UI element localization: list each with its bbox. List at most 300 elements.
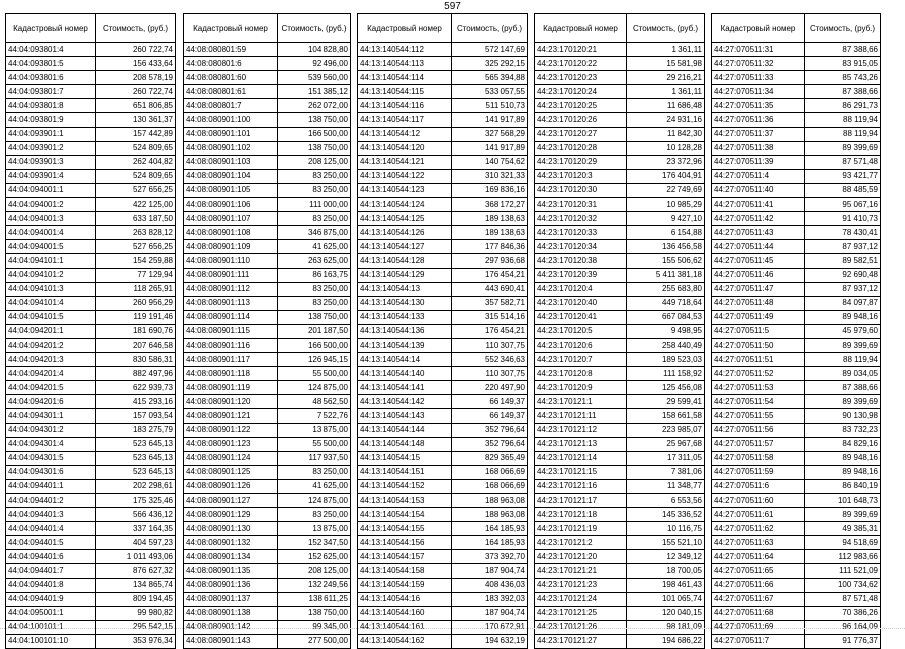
cadastral-number-cell: 44:04:093801:9 — [6, 113, 96, 127]
cost-cell: 415 293,16 — [96, 395, 176, 409]
page-number: 597 — [444, 1, 461, 12]
cadastral-number-cell: 44:08:080901:110 — [184, 254, 278, 268]
cadastral-number-cell: 44:23:170120:33 — [535, 226, 627, 240]
cadastral-number-cell: 44:23:170121:19 — [535, 522, 627, 536]
cadastral-number-cell: 44:13:140544:155 — [358, 522, 452, 536]
cadastral-number-cell: 44:27:070511:64 — [712, 550, 805, 564]
cadastral-number-cell: 44:04:094101:3 — [6, 282, 96, 296]
table-row — [184, 85, 351, 99]
table-row — [358, 254, 528, 268]
cost-cell: 87 571,48 — [805, 592, 881, 606]
cost-cell: 25 967,68 — [627, 437, 705, 451]
cost-cell: 164 185,93 — [452, 536, 528, 550]
cadastral-number-cell: 44:13:140544:126 — [358, 226, 452, 240]
table-row — [184, 564, 351, 578]
table-row — [712, 423, 881, 437]
cadastral-number-cell: 44:27:070511:56 — [712, 423, 805, 437]
cadastral-number-cell: 44:04:094101:2 — [6, 268, 96, 282]
cadastral-number-cell: 44:04:094201:2 — [6, 338, 96, 352]
table-row — [712, 43, 881, 57]
cost-cell: 572 147,69 — [452, 43, 528, 57]
table-row — [358, 353, 528, 367]
table-row — [184, 508, 351, 522]
cost-cell: 511 510,73 — [452, 99, 528, 113]
table-row — [6, 169, 176, 183]
cadastral-number-cell: 44:08:080901:109 — [184, 240, 278, 254]
cadastral-number-cell: 44:13:140544:16 — [358, 592, 452, 606]
cost-cell: 565 394,88 — [452, 71, 528, 85]
cadastral-number-cell: 44:23:170121:18 — [535, 508, 627, 522]
table-row — [6, 423, 176, 437]
table-row — [535, 353, 705, 367]
table-row — [6, 43, 176, 57]
table-row — [712, 465, 881, 479]
cost-cell: 325 292,15 — [452, 57, 528, 71]
cadastral-number-cell: 44:27:070511:68 — [712, 606, 805, 620]
cadastral-number-cell: 44:27:070511:44 — [712, 240, 805, 254]
table-row — [712, 522, 881, 536]
table-row — [535, 395, 705, 409]
cadastral-number-cell: 44:08:080901:104 — [184, 169, 278, 183]
cost-cell: 100 734,62 — [805, 578, 881, 592]
table-row — [712, 268, 881, 282]
table-row — [358, 99, 528, 113]
cost-cell: 10 985,29 — [627, 198, 705, 212]
cadastral-number-cell: 44:08:080901:122 — [184, 423, 278, 437]
table-row — [184, 57, 351, 71]
cost-cell: 12 349,12 — [627, 550, 705, 564]
table-row — [358, 240, 528, 254]
table-row — [358, 85, 528, 99]
table-row — [6, 353, 176, 367]
table-row — [535, 381, 705, 395]
table-row — [712, 155, 881, 169]
table-row — [712, 494, 881, 508]
table-row — [358, 522, 528, 536]
cost-cell: 93 421,77 — [805, 169, 881, 183]
cost-cell: 29 216,21 — [627, 71, 705, 85]
cost-cell: 155 506,62 — [627, 254, 705, 268]
cost-cell: 651 806,85 — [96, 99, 176, 113]
cost-cell: 87 388,66 — [805, 381, 881, 395]
header-cost: Стоимость, (руб.) — [452, 14, 528, 43]
cost-cell: 124 875,00 — [278, 494, 351, 508]
cost-cell: 346 875,00 — [278, 226, 351, 240]
cadastral-number-cell: 44:23:170120:39 — [535, 268, 627, 282]
cadastral-number-cell: 44:13:140544:12 — [358, 127, 452, 141]
cadastral-number-cell: 44:04:094401:9 — [6, 592, 96, 606]
cadastral-table-1 — [5, 13, 176, 649]
cadastral-number-cell: 44:04:093901:2 — [6, 141, 96, 155]
cadastral-number-cell: 44:04:094101:1 — [6, 254, 96, 268]
cadastral-number-cell: 44:27:070511:36 — [712, 113, 805, 127]
cadastral-number-cell: 44:27:070511:32 — [712, 57, 805, 71]
table-row — [6, 99, 176, 113]
table-row — [712, 57, 881, 71]
cost-cell: 111 158,92 — [627, 367, 705, 381]
cost-cell: 110 307,75 — [452, 367, 528, 381]
cost-cell: 88 119,94 — [805, 127, 881, 141]
cost-cell: 352 796,64 — [452, 437, 528, 451]
cost-cell: 181 690,76 — [96, 324, 176, 338]
table-row — [535, 71, 705, 85]
table-row — [184, 127, 351, 141]
cost-cell: 92 496,00 — [278, 57, 351, 71]
table-row — [184, 465, 351, 479]
table-row — [535, 254, 705, 268]
cadastral-number-cell: 44:08:080901:111 — [184, 268, 278, 282]
table-row — [358, 409, 528, 423]
cadastral-number-cell: 44:13:140544:141 — [358, 381, 452, 395]
cadastral-number-cell: 44:08:080901:113 — [184, 296, 278, 310]
header-cadastral-number: Кадастровый номер — [6, 14, 96, 43]
cadastral-number-cell: 44:13:140544:112 — [358, 43, 452, 57]
cost-cell: 89 399,69 — [805, 395, 881, 409]
cadastral-number-cell: 44:13:140544:124 — [358, 198, 452, 212]
header-cost: Стоимость, (руб.) — [278, 14, 351, 43]
cadastral-number-cell: 44:08:080901:136 — [184, 578, 278, 592]
cost-cell: 152 625,00 — [278, 550, 351, 564]
cost-cell: 134 865,74 — [96, 578, 176, 592]
header-cost: Стоимость, (руб.) — [805, 14, 881, 43]
cost-cell: 220 497,90 — [452, 381, 528, 395]
cadastral-number-cell: 44:23:170120:29 — [535, 155, 627, 169]
cadastral-number-cell: 44:04:094101:4 — [6, 296, 96, 310]
cost-cell: 88 119,94 — [805, 353, 881, 367]
table-row — [535, 127, 705, 141]
table-row — [6, 494, 176, 508]
cadastral-number-cell: 44:08:080901:138 — [184, 606, 278, 620]
cost-cell: 177 846,36 — [452, 240, 528, 254]
cost-cell: 539 560,00 — [278, 71, 351, 85]
cost-cell: 130 361,37 — [96, 113, 176, 127]
table-row — [184, 226, 351, 240]
cost-cell: 183 275,79 — [96, 423, 176, 437]
cost-cell: 263 625,00 — [278, 254, 351, 268]
table-row — [358, 592, 528, 606]
table-row — [535, 564, 705, 578]
cadastral-number-cell: 44:04:094201:4 — [6, 367, 96, 381]
table-row — [535, 212, 705, 226]
cost-cell: 145 336,52 — [627, 508, 705, 522]
table-row — [535, 57, 705, 71]
cost-cell: 566 436,12 — [96, 508, 176, 522]
cost-cell: 22 749,69 — [627, 183, 705, 197]
table-row — [712, 296, 881, 310]
cost-cell: 138 750,00 — [278, 310, 351, 324]
table-row — [712, 99, 881, 113]
table-row — [535, 183, 705, 197]
cadastral-number-cell: 44:13:140544:130 — [358, 296, 452, 310]
table-row — [6, 508, 176, 522]
cadastral-number-cell: 44:23:170120:34 — [535, 240, 627, 254]
cost-cell: 138 611,25 — [278, 592, 351, 606]
cadastral-number-cell: 44:27:070511:45 — [712, 254, 805, 268]
cadastral-number-cell: 44:04:094301:5 — [6, 451, 96, 465]
cost-cell: 194 632,19 — [452, 634, 528, 648]
cadastral-number-cell: 44:13:140544:144 — [358, 423, 452, 437]
table-row — [358, 494, 528, 508]
cost-cell: 11 842,30 — [627, 127, 705, 141]
cadastral-number-cell: 44:27:070511:61 — [712, 508, 805, 522]
cadastral-number-cell: 44:04:094401:7 — [6, 564, 96, 578]
table-row — [6, 240, 176, 254]
cost-cell: 368 172,27 — [452, 198, 528, 212]
cost-cell: 118 265,91 — [96, 282, 176, 296]
table-row — [184, 592, 351, 606]
cadastral-number-cell: 44:23:170121:2 — [535, 536, 627, 550]
cost-cell: 260 722,74 — [96, 85, 176, 99]
cadastral-number-cell: 44:08:080901:124 — [184, 451, 278, 465]
table-row — [535, 536, 705, 550]
table-row — [535, 479, 705, 493]
cost-cell: 87 937,12 — [805, 240, 881, 254]
cost-cell: 208 578,19 — [96, 71, 176, 85]
cost-cell: 155 521,10 — [627, 536, 705, 550]
table-row — [712, 437, 881, 451]
table-row — [6, 592, 176, 606]
cost-cell: 91 410,73 — [805, 212, 881, 226]
cost-cell: 443 690,41 — [452, 282, 528, 296]
table-row — [535, 423, 705, 437]
table-row — [184, 254, 351, 268]
table-row — [712, 324, 881, 338]
cadastral-number-cell: 44:04:094301:2 — [6, 423, 96, 437]
cadastral-number-cell: 44:27:070511:5 — [712, 324, 805, 338]
cost-cell: 87 388,66 — [805, 85, 881, 99]
table-row — [358, 198, 528, 212]
cost-cell: 10 116,75 — [627, 522, 705, 536]
cadastral-number-cell: 44:04:094401:5 — [6, 536, 96, 550]
table-row — [6, 550, 176, 564]
table-row — [712, 338, 881, 352]
cadastral-number-cell: 44:23:170121:17 — [535, 494, 627, 508]
cost-cell: 101 648,73 — [805, 494, 881, 508]
table-row — [712, 367, 881, 381]
cadastral-table-4 — [534, 13, 705, 649]
table-row — [712, 606, 881, 620]
cost-cell: 169 836,16 — [452, 183, 528, 197]
cadastral-number-cell: 44:08:080901:130 — [184, 522, 278, 536]
cadastral-number-cell: 44:08:080901:120 — [184, 395, 278, 409]
table-row — [6, 522, 176, 536]
cadastral-number-cell: 44:13:140544:142 — [358, 395, 452, 409]
cadastral-number-cell: 44:08:080901:119 — [184, 381, 278, 395]
cadastral-number-cell: 44:13:140544:140 — [358, 367, 452, 381]
cost-cell: 86 163,75 — [278, 268, 351, 282]
cost-cell: 90 130,98 — [805, 409, 881, 423]
cost-cell: 166 500,00 — [278, 338, 351, 352]
cadastral-number-cell: 44:04:093801:6 — [6, 71, 96, 85]
table-row — [358, 212, 528, 226]
cadastral-table-5 — [711, 13, 881, 649]
header-cost: Стоимость, (руб.) — [96, 14, 176, 43]
cadastral-tables — [0, 13, 905, 646]
cost-cell: 86 291,73 — [805, 99, 881, 113]
table-row — [184, 395, 351, 409]
table-row — [712, 578, 881, 592]
table-row — [712, 550, 881, 564]
table-row — [712, 183, 881, 197]
table-row — [358, 437, 528, 451]
cadastral-number-cell: 44:04:094301:4 — [6, 437, 96, 451]
cost-cell: 89 399,69 — [805, 338, 881, 352]
cost-cell: 408 436,03 — [452, 578, 528, 592]
table-row — [535, 296, 705, 310]
table-row — [184, 338, 351, 352]
table-row — [358, 296, 528, 310]
table-row — [184, 310, 351, 324]
header-cadastral-number: Кадастровый номер — [712, 14, 805, 43]
table-row — [535, 550, 705, 564]
cadastral-number-cell: 44:08:080901:107 — [184, 212, 278, 226]
cost-cell: 89 948,16 — [805, 451, 881, 465]
cost-cell: 523 645,13 — [96, 465, 176, 479]
cadastral-number-cell: 44:08:080901:121 — [184, 409, 278, 423]
cost-cell: 158 661,58 — [627, 409, 705, 423]
cadastral-number-cell: 44:13:140544:154 — [358, 508, 452, 522]
cost-cell: 809 194,45 — [96, 592, 176, 606]
cost-cell: 141 917,89 — [452, 113, 528, 127]
cadastral-number-cell: 44:27:070511:47 — [712, 282, 805, 296]
cost-cell: 310 321,33 — [452, 169, 528, 183]
cost-cell: 99 345,00 — [278, 620, 351, 634]
cadastral-number-cell: 44:04:093801:8 — [6, 99, 96, 113]
cost-cell: 1 361,11 — [627, 85, 705, 99]
cost-cell: 154 259,88 — [96, 254, 176, 268]
table-row — [535, 606, 705, 620]
cadastral-number-cell: 44:04:094401:4 — [6, 522, 96, 536]
cadastral-number-cell: 44:27:070511:49 — [712, 310, 805, 324]
cadastral-number-cell: 44:08:080901:118 — [184, 367, 278, 381]
cost-cell: 829 365,49 — [452, 451, 528, 465]
cost-cell: 151 385,12 — [278, 85, 351, 99]
cadastral-number-cell: 44:13:140544:123 — [358, 183, 452, 197]
cadastral-number-cell: 44:23:170120:38 — [535, 254, 627, 268]
cadastral-number-cell: 44:13:140544:129 — [358, 268, 452, 282]
cost-cell: 83 732,23 — [805, 423, 881, 437]
cadastral-number-cell: 44:04:094401:8 — [6, 578, 96, 592]
table-row — [712, 536, 881, 550]
table-row — [6, 282, 176, 296]
table-row — [6, 254, 176, 268]
cost-cell: 66 149,37 — [452, 409, 528, 423]
table-row — [358, 113, 528, 127]
cadastral-number-cell: 44:13:140544:116 — [358, 99, 452, 113]
table-row — [358, 43, 528, 57]
cadastral-number-cell: 44:04:094301:6 — [6, 465, 96, 479]
table-row — [358, 71, 528, 85]
cadastral-number-cell: 44:27:070511:46 — [712, 268, 805, 282]
cadastral-number-cell: 44:08:080901:100 — [184, 113, 278, 127]
cadastral-number-cell: 44:23:170120:40 — [535, 296, 627, 310]
cost-cell: 111 000,00 — [278, 198, 351, 212]
table-row — [6, 183, 176, 197]
table-row — [184, 536, 351, 550]
table-row — [535, 169, 705, 183]
table-row — [6, 155, 176, 169]
cost-cell: 87 388,66 — [805, 43, 881, 57]
cadastral-number-cell: 44:23:170120:9 — [535, 381, 627, 395]
table-row — [184, 437, 351, 451]
cadastral-number-cell: 44:13:140544:120 — [358, 141, 452, 155]
cost-cell: 86 840,19 — [805, 479, 881, 493]
cadastral-number-cell: 44:23:170120:3 — [535, 169, 627, 183]
cost-cell: 88 485,59 — [805, 183, 881, 197]
cost-cell: 297 936,68 — [452, 254, 528, 268]
table-row — [712, 564, 881, 578]
cost-cell: 157 093,54 — [96, 409, 176, 423]
table-row — [184, 479, 351, 493]
cost-cell: 533 057,55 — [452, 85, 528, 99]
cost-cell: 18 700,05 — [627, 564, 705, 578]
table-row — [184, 155, 351, 169]
table-row — [6, 226, 176, 240]
table-row — [6, 127, 176, 141]
cost-cell: 117 937,50 — [278, 451, 351, 465]
cadastral-number-cell: 44:23:170121:24 — [535, 592, 627, 606]
cost-cell: 83 250,00 — [278, 282, 351, 296]
cost-cell: 83 915,05 — [805, 57, 881, 71]
cost-cell: 260 722,74 — [96, 43, 176, 57]
cost-cell: 87 571,48 — [805, 155, 881, 169]
table-row — [6, 57, 176, 71]
cadastral-number-cell: 44:27:070511:38 — [712, 141, 805, 155]
cadastral-number-cell: 44:04:094101:5 — [6, 310, 96, 324]
cadastral-number-cell: 44:27:070511:4 — [712, 169, 805, 183]
cost-cell: 176 454,21 — [452, 324, 528, 338]
cost-cell: 41 625,00 — [278, 240, 351, 254]
table-row — [712, 395, 881, 409]
cost-cell: 13 875,00 — [278, 423, 351, 437]
table-row — [184, 240, 351, 254]
cost-cell: 9 498,95 — [627, 324, 705, 338]
cadastral-number-cell: 44:27:070511:7 — [712, 634, 805, 648]
cost-cell: 136 456,58 — [627, 240, 705, 254]
header-cadastral-number: Кадастровый номер — [535, 14, 627, 43]
cost-cell: 523 645,13 — [96, 437, 176, 451]
cadastral-number-cell: 44:08:080901:101 — [184, 127, 278, 141]
table-row — [358, 57, 528, 71]
cost-cell: 295 542,15 — [96, 620, 176, 634]
cadastral-number-cell: 44:23:170121:11 — [535, 409, 627, 423]
table-row — [358, 423, 528, 437]
table-row — [184, 282, 351, 296]
cost-cell: 6 154,88 — [627, 226, 705, 240]
cadastral-number-cell: 44:13:140544:160 — [358, 606, 452, 620]
cadastral-number-cell: 44:13:140544:162 — [358, 634, 452, 648]
cadastral-number-cell: 44:27:070511:52 — [712, 367, 805, 381]
table-row — [6, 324, 176, 338]
table-row — [6, 338, 176, 352]
cadastral-number-cell: 44:27:070511:58 — [712, 451, 805, 465]
cost-cell: 89 399,69 — [805, 508, 881, 522]
cadastral-number-cell: 44:04:094001:4 — [6, 226, 96, 240]
table-row — [535, 141, 705, 155]
cadastral-number-cell: 44:08:080901:102 — [184, 141, 278, 155]
table-row — [712, 127, 881, 141]
cost-cell: 183 392,03 — [452, 592, 528, 606]
cadastral-number-cell: 44:13:140544:113 — [358, 57, 452, 71]
table-row — [184, 296, 351, 310]
cadastral-number-cell: 44:13:140544:136 — [358, 324, 452, 338]
table-row — [358, 169, 528, 183]
table-row — [535, 43, 705, 57]
cadastral-number-cell: 44:04:100101:10 — [6, 634, 96, 648]
cost-cell: 166 500,00 — [278, 127, 351, 141]
table-row — [712, 381, 881, 395]
cost-cell: 83 250,00 — [278, 296, 351, 310]
